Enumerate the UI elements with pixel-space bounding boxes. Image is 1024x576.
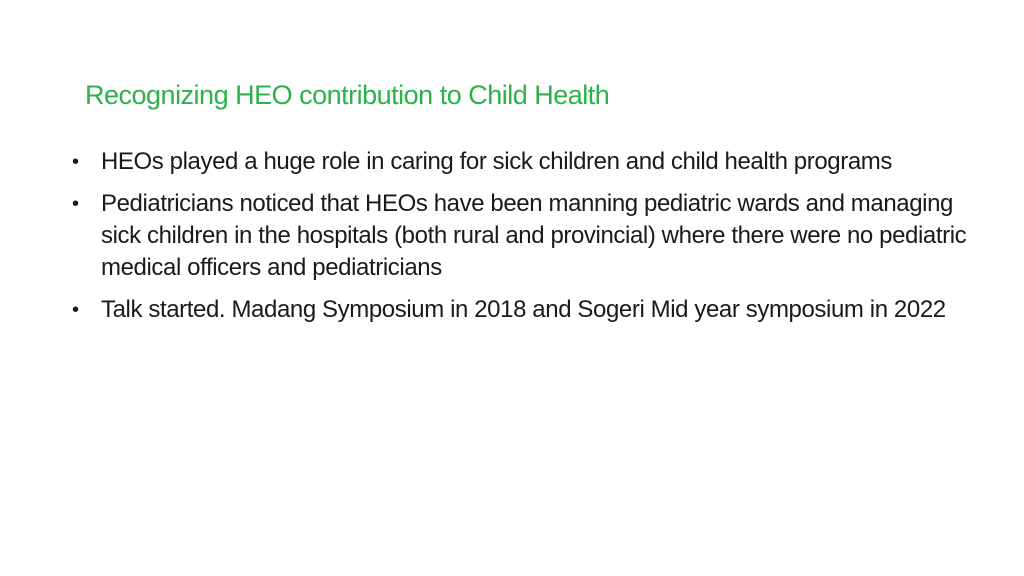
slide-title: Recognizing HEO contribution to Child Health (85, 80, 610, 110)
bullet-text: Pediatricians noticed that HEOs have been manning pediatric wards and managing sick children in the hospitals (both rural and provincial) where there were no pediatric medical officers and pediatricians (101, 190, 967, 281)
bullet-item (72, 188, 972, 284)
bullet-icon: • (72, 299, 79, 321)
bullet-text: HEOs played a huge role in caring for sick children and child health programs (101, 148, 892, 175)
bullet-icon: • (72, 151, 79, 173)
bullet-list (72, 146, 972, 336)
bullet-text: Talk started. Madang Symposium in 2018 and Sogeri Mid year symposium in 2022 (101, 296, 946, 323)
bullet-item (72, 146, 972, 178)
bullet-icon: • (72, 193, 79, 215)
bullet-item (72, 294, 972, 326)
